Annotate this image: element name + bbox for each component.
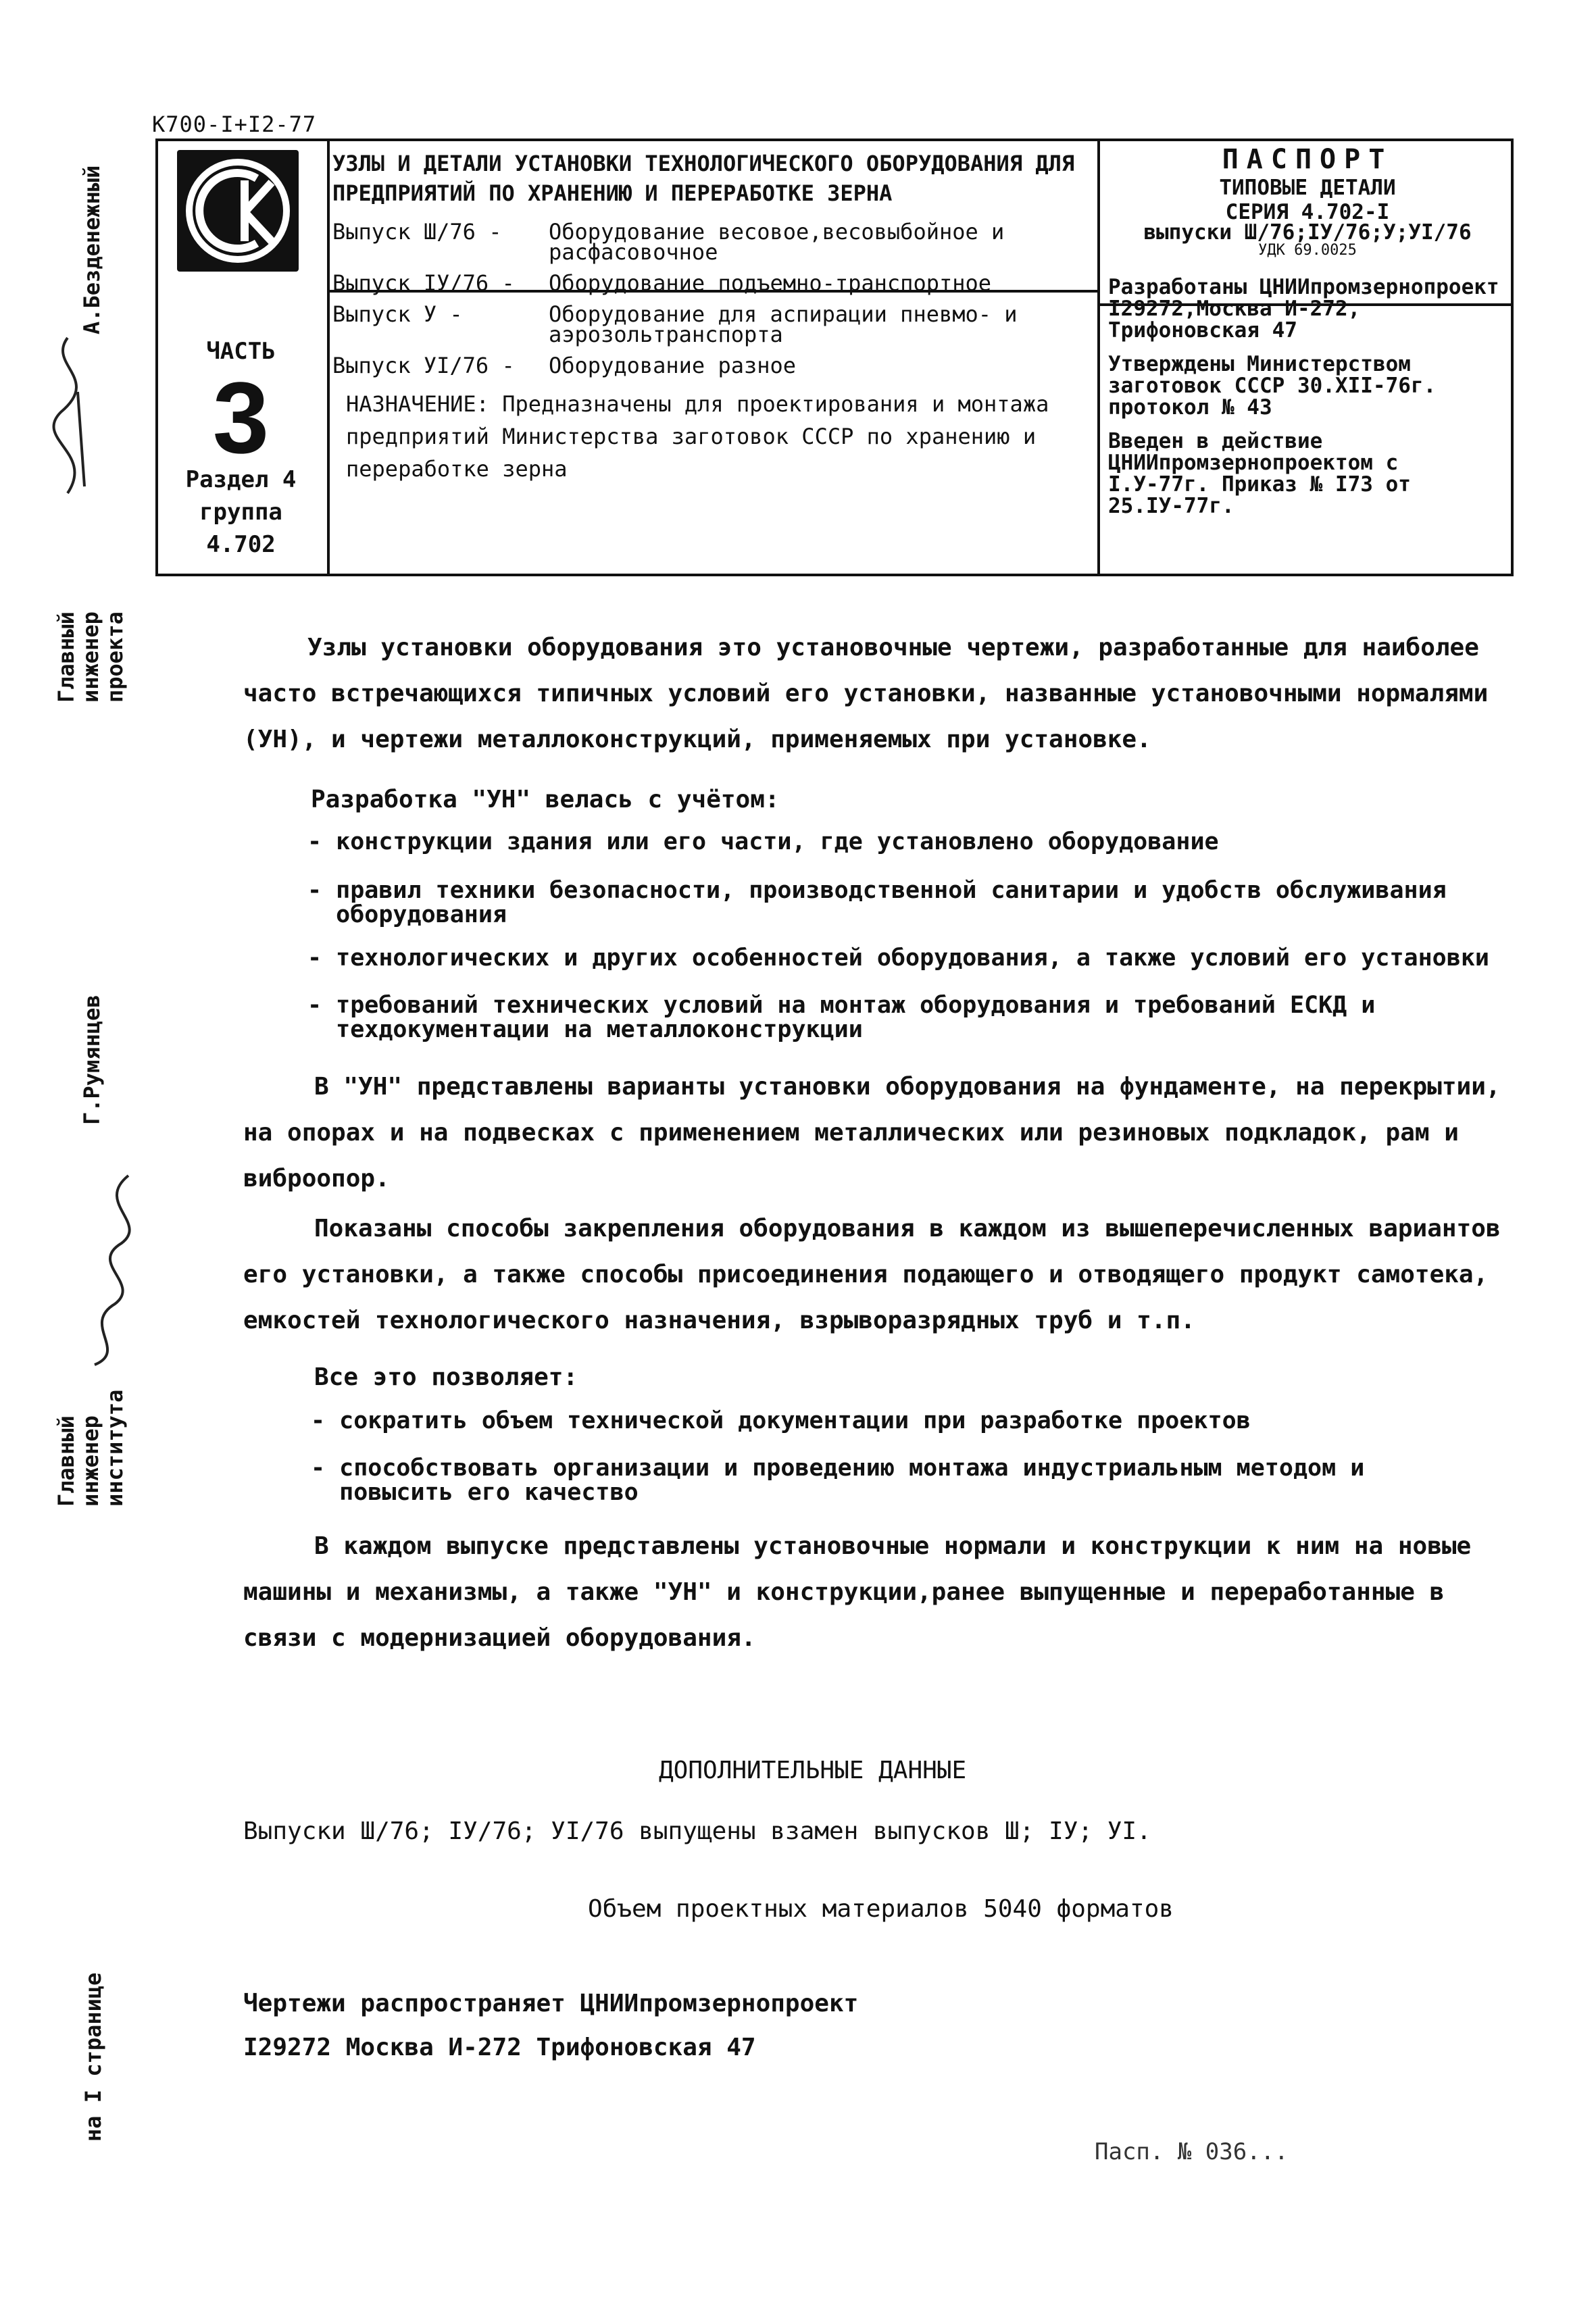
extra-volume-line: Объем проектных материалов 5040 форматов [588,1895,1174,1923]
issue-row [332,219,1089,265]
list-item: - правил техники безопасности, производственной санитарии и удобств обслуживания оборудования [307,877,1447,928]
para1-line3: (УН), и чертежи металлоконструкций, применяемых при установке. [243,726,1151,753]
passport-code: УДК 69.0025 [1258,242,1357,259]
para6-line1: В каждом выпуске представлены установочные нормали и конструкции к ним на новые [314,1532,1472,1560]
document-number: К700-I+I2-77 [152,111,317,137]
part-number: 3 [212,361,270,474]
signer1-name: А.Безденежный [79,165,105,334]
page-note: на I странице [80,1972,106,2142]
purpose-text: НАЗНАЧЕНИЕ: Предназначены для проектирования и монтажа предприятий Министерства заготовок СССР по хранению и переработке зерна [346,391,1049,482]
introduced-by: Введен в действие ЦНИИпромзернопроектом с I.У-77г. Приказ № I73 от 25.IУ-77г. [1108,429,1411,518]
signature1-icon [20,324,128,527]
para2-intro: Разработка "УН" велась с учётом: [311,786,780,813]
signer1-role: Главный инженер проекта [53,611,128,703]
signer2-role: Главный инженер института [53,1389,128,1507]
stamp-title: УЗЛЫ И ДЕТАЛИ УСТАНОВКИ ТЕХНОЛОГИЧЕСКОГО ОБОРУДОВАНИЯ ДЛЯ ПРЕДПРИЯТИЙ ПО ХРАНЕНИЮ И ПЕРЕРАБОТКЕ ЗЕРНА [332,151,1075,206]
passport-series: СЕРИЯ 4.702-I [1225,200,1390,224]
issue-code: Выпуск IУ/76 - [332,270,515,296]
ck-logo-icon [177,150,299,272]
passport-block [1108,145,1507,259]
para1-line1: Узлы установки оборудования это установочные чертежи, разработанные для наиболее [307,634,1479,661]
issue-desc: Оборудование разное [549,353,797,378]
section-label: Раздел 4 [185,466,297,493]
stamp-right [1108,145,1507,529]
extra-data-title: ДОПОЛНИТЕЛЬНЫЕ ДАННЫЕ [659,1757,967,1784]
issue-row [332,355,1089,376]
stamp-middle [332,149,1089,485]
para5-intro: Все это позволяет: [314,1363,578,1391]
list-item: - технологических и других особенностей оборудования, а также условий его установки [307,945,1489,972]
para3-line2: на опорах и на подвесках с применением металлических или резиновых подкладок, рам и [243,1119,1459,1147]
group-label: группа [199,499,282,526]
para6-line3: связи с модернизацией оборудования. [243,1624,756,1652]
para6-line2: машины и механизмы, а также "УН" и конструкции,ранее выпущенные и переработанные в [243,1578,1445,1606]
issue-desc: Оборудование подъемно-транспортное [549,270,992,296]
developed-by: Разработаны ЦНИИпромзернопроект I29272,Москва И-272, Трифоновская 47 [1108,275,1499,343]
para4-line2: его установки, а также способы присоединения подающего и отводящего продукт самотека, [243,1261,1489,1288]
signer2-name: Г.Румянцев [79,995,105,1125]
list-item: - способствовать организации и проведению монтажа индустриальным методом и повысить его качество [311,1455,1365,1506]
distributor-line: Чертежи распространяет ЦНИИпромзернопроект [243,1990,859,2017]
group-number: 4.702 [206,531,276,558]
issue-row [332,301,1089,347]
issue-code: Выпуск У - [332,301,463,327]
passport-title: ПАСПОРТ [1222,144,1393,175]
issue-desc: Оборудование весовое,весовыбойное и расфасовочное [549,219,1005,265]
approved-by: Утверждены Министерством заготовок СССР 30.XII-76г. протокол № 43 [1108,352,1437,420]
para3-line3: виброопор. [243,1165,390,1192]
list-item: - сократить объем технической документации при разработке проектов [311,1407,1251,1434]
signature2-icon [68,1149,162,1392]
stamp-divider-left [327,141,330,574]
list-item: - конструкции здания или его части, где установлено оборудование [307,828,1219,855]
stamp-divider-right [1097,141,1100,574]
issue-code: Выпуск УI/76 - [332,353,515,378]
issue-code: Выпуск Ш/76 - [332,219,502,245]
part-label: ЧАСТЬ [206,338,276,365]
passport-subtitle: ТИПОВЫЕ ДЕТАЛИ [1219,176,1396,200]
extra-issues-line: Выпуски Ш/76; IУ/76; УI/76 выпущены взамен выпусков Ш; IУ; УI. [243,1817,1151,1845]
passport-issues: выпуски Ш/76;IУ/76;У;УI/76 [1143,220,1472,245]
issue-row [332,270,1089,296]
passport-number: Пасп. № 036... [1095,2138,1289,2165]
institute-logo [177,150,299,272]
part-block [158,338,324,558]
issue-desc: Оборудование для аспирации пневмо- и аэрозольтранспорта [549,301,1018,347]
para4-line1: Показаны способы закрепления оборудования в каждом из вышеперечисленных вариантов [314,1215,1501,1242]
list-item: - требований технических условий на монтаж оборудования и требований ЕСКД и техдокументации на металлоконструкции [307,992,1376,1043]
distributor-address: I29272 Москва И-272 Трифоновская 47 [243,2034,756,2061]
para3-line1: В "УН" представлены варианты установки оборудования на фундаменте, на перекрытии, [314,1073,1501,1101]
para4-line3: емкостей технологического назначения, взрыворазрядных труб и т.п. [243,1307,1195,1334]
para1-line2: часто встречающихся типичных условий его установки, названные установочными нормалями [243,680,1489,707]
